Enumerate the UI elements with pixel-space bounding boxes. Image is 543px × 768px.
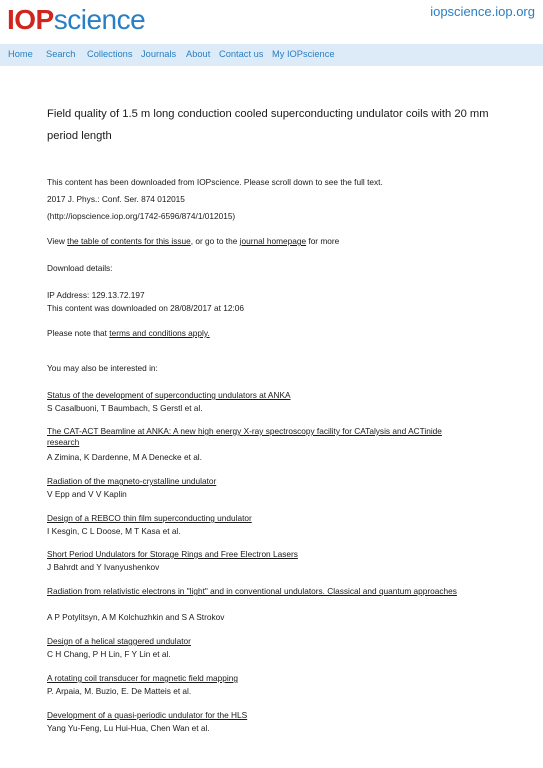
article-title-line-2: period length: [47, 130, 112, 142]
view-prefix: View: [47, 236, 68, 246]
iopscience-logo[interactable]: [7, 3, 145, 37]
related-article-title[interactable]: Design of a helical staggered undulator: [47, 636, 191, 646]
logo-science-text: science: [53, 4, 146, 35]
citation: 2017 J. Phys.: Conf. Ser. 874 012015: [47, 194, 185, 204]
nav-bar: [0, 44, 543, 66]
view-mid: , or go to the: [190, 236, 240, 246]
related-article-title[interactable]: Status of the development of superconducting undulators at ANKA: [47, 390, 291, 400]
related-article-title[interactable]: Short Period Undulators for Storage Rings and Free Electron Lasers: [47, 549, 298, 559]
terms-line: [47, 328, 210, 339]
related-article-authors: A Zimina, K Dardenne, M A Denecke et al.: [47, 452, 202, 462]
related-article-title[interactable]: Radiation from relativistic electrons in "light" and in conventional undulators. Classical and quantum approaches: [47, 586, 457, 596]
related-article-authors: Yang Yu-Feng, Lu Hui-Hua, Chen Wan et al.: [47, 723, 210, 733]
related-article-authors: A P Potylitsyn, A M Kolchuzhkin and S A Strokov: [47, 612, 225, 622]
site-header: [0, 0, 543, 66]
article-title: [47, 103, 497, 147]
related-heading: You may also be interested in:: [47, 363, 158, 373]
site-url-link[interactable]: iopscience.iop.org: [430, 4, 535, 19]
logo-iop-text: IOP: [7, 4, 54, 35]
related-article-title[interactable]: Design of a REBCO thin film superconducting undulator: [47, 513, 252, 523]
related-article-title[interactable]: The CAT-ACT Beamline at ANKA: A new high energy X-ray spectroscopy facility for CATalysis and ACTinide research: [47, 426, 442, 447]
related-article-title[interactable]: Development of a quasi-periodic undulator for the HLS: [47, 710, 248, 720]
toc-link[interactable]: the table of contents for this issue: [67, 236, 191, 246]
related-article-title[interactable]: Radiation of the magneto-crystalline undulator: [47, 476, 217, 486]
related-article-authors: J Bahrdt and Y Ivanyushenkov: [47, 562, 160, 572]
download-notice: This content has been downloaded from IOPscience. Please scroll down to see the full text.: [47, 177, 383, 187]
related-article-title[interactable]: A rotating coil transducer for magnetic field mapping: [47, 673, 238, 683]
nav-contact-us[interactable]: Contact us: [219, 49, 264, 59]
terms-prefix: Please note that: [47, 328, 110, 338]
article-title-line-1: Field quality of 1.5 m long conduction cooled superconducting undulator coils with 20 mm: [47, 108, 489, 120]
nav-collections[interactable]: Collections: [87, 49, 133, 59]
related-article-authors: S Casalbuoni, T Baumbach, S Gerstl et al.: [47, 403, 203, 413]
nav-about[interactable]: About: [186, 49, 211, 59]
nav-home[interactable]: Home: [8, 49, 33, 59]
nav-my-iopscience[interactable]: My IOPscience: [272, 49, 335, 59]
related-article-authors: I Kesgin, C L Doose, M T Kasa et al.: [47, 526, 181, 536]
view-suffix: for more: [306, 236, 340, 246]
nav-journals[interactable]: Journals: [141, 49, 177, 59]
doi-url: (http://iopscience.iop.org/1742-6596/874/1/012015): [47, 211, 236, 221]
journal-homepage-link[interactable]: journal homepage: [239, 236, 307, 246]
download-details-label: Download details:: [47, 263, 113, 273]
view-links-line: [47, 236, 339, 247]
terms-link[interactable]: terms and conditions apply.: [109, 328, 210, 338]
related-article-authors: V Epp and V V Kaplin: [47, 489, 127, 499]
nav-search[interactable]: Search: [46, 49, 76, 59]
related-article-authors: P. Arpaia, M. Buzio, E. De Matteis et al.: [47, 686, 192, 696]
ip-address: IP Address: 129.13.72.197: [47, 290, 145, 300]
related-article-authors: C H Chang, P H Lin, F Y Lin et al.: [47, 649, 171, 659]
download-date: This content was downloaded on 28/08/2017 at 12:06: [47, 303, 244, 313]
